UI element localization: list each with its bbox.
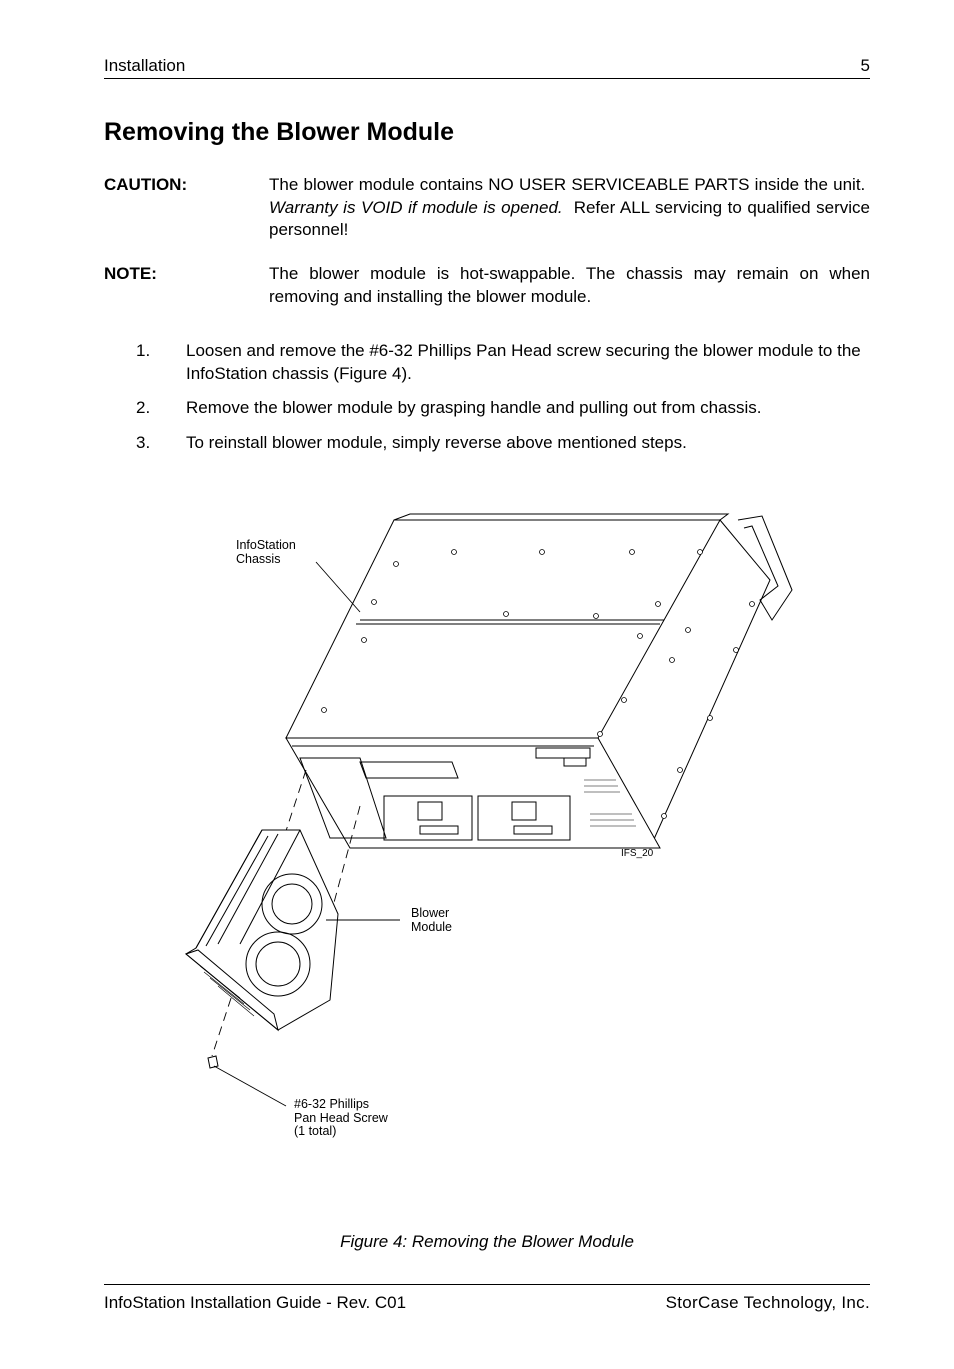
step-text: Remove the blower module by grasping handle and pulling out from chassis.: [186, 398, 762, 417]
screw-drawing: [208, 1056, 218, 1068]
figure-caption: Figure 4: Removing the Blower Module: [340, 1232, 634, 1251]
footer-right: StorCase Technology, Inc.: [665, 1293, 870, 1312]
page-footer: [104, 1284, 870, 1312]
callout-infostation-chassis: InfoStation Chassis: [236, 538, 296, 566]
caution-text-2: Refer ALL servicing to qualified service personnel!: [269, 197, 871, 239]
caution-label: CAUTION:: [104, 175, 188, 194]
page-title: Removing the Blower Module: [104, 118, 455, 146]
callout-screw: #6-32 Phillips Pan Head Screw (1 total): [294, 1097, 388, 1138]
step-number: 3.: [136, 432, 151, 452]
callout-blower-module: Blower Module: [411, 906, 452, 934]
note-text: The blower module is hot-swappable. The chassis may remain on when removing and installing the blower module.: [269, 264, 870, 306]
note-label: NOTE:: [104, 264, 157, 283]
caution-text-italic: Warranty is VOID if module is opened.: [269, 197, 563, 217]
caution-text-1: The blower module contains NO USER SERVICEABLE PARTS inside the unit.: [269, 175, 866, 194]
blower-module-drawing: [186, 830, 338, 1030]
chassis-drawing: [286, 514, 792, 848]
footer-left: InfoStation Installation Guide - Rev. C01: [104, 1293, 407, 1312]
step-text: Loosen and remove the #6-32 Phillips Pan Head screw securing the blower module to the InfoStation chassis (Figure 4).: [186, 341, 861, 383]
page-number: 5: [860, 56, 870, 75]
figure-id: IFS_20: [621, 848, 654, 859]
step-text: To reinstall blower module, simply reverse above mentioned steps.: [186, 432, 687, 452]
step-number: 1.: [136, 341, 151, 360]
header-section: Installation: [104, 56, 186, 75]
step-number: 2.: [136, 398, 151, 417]
